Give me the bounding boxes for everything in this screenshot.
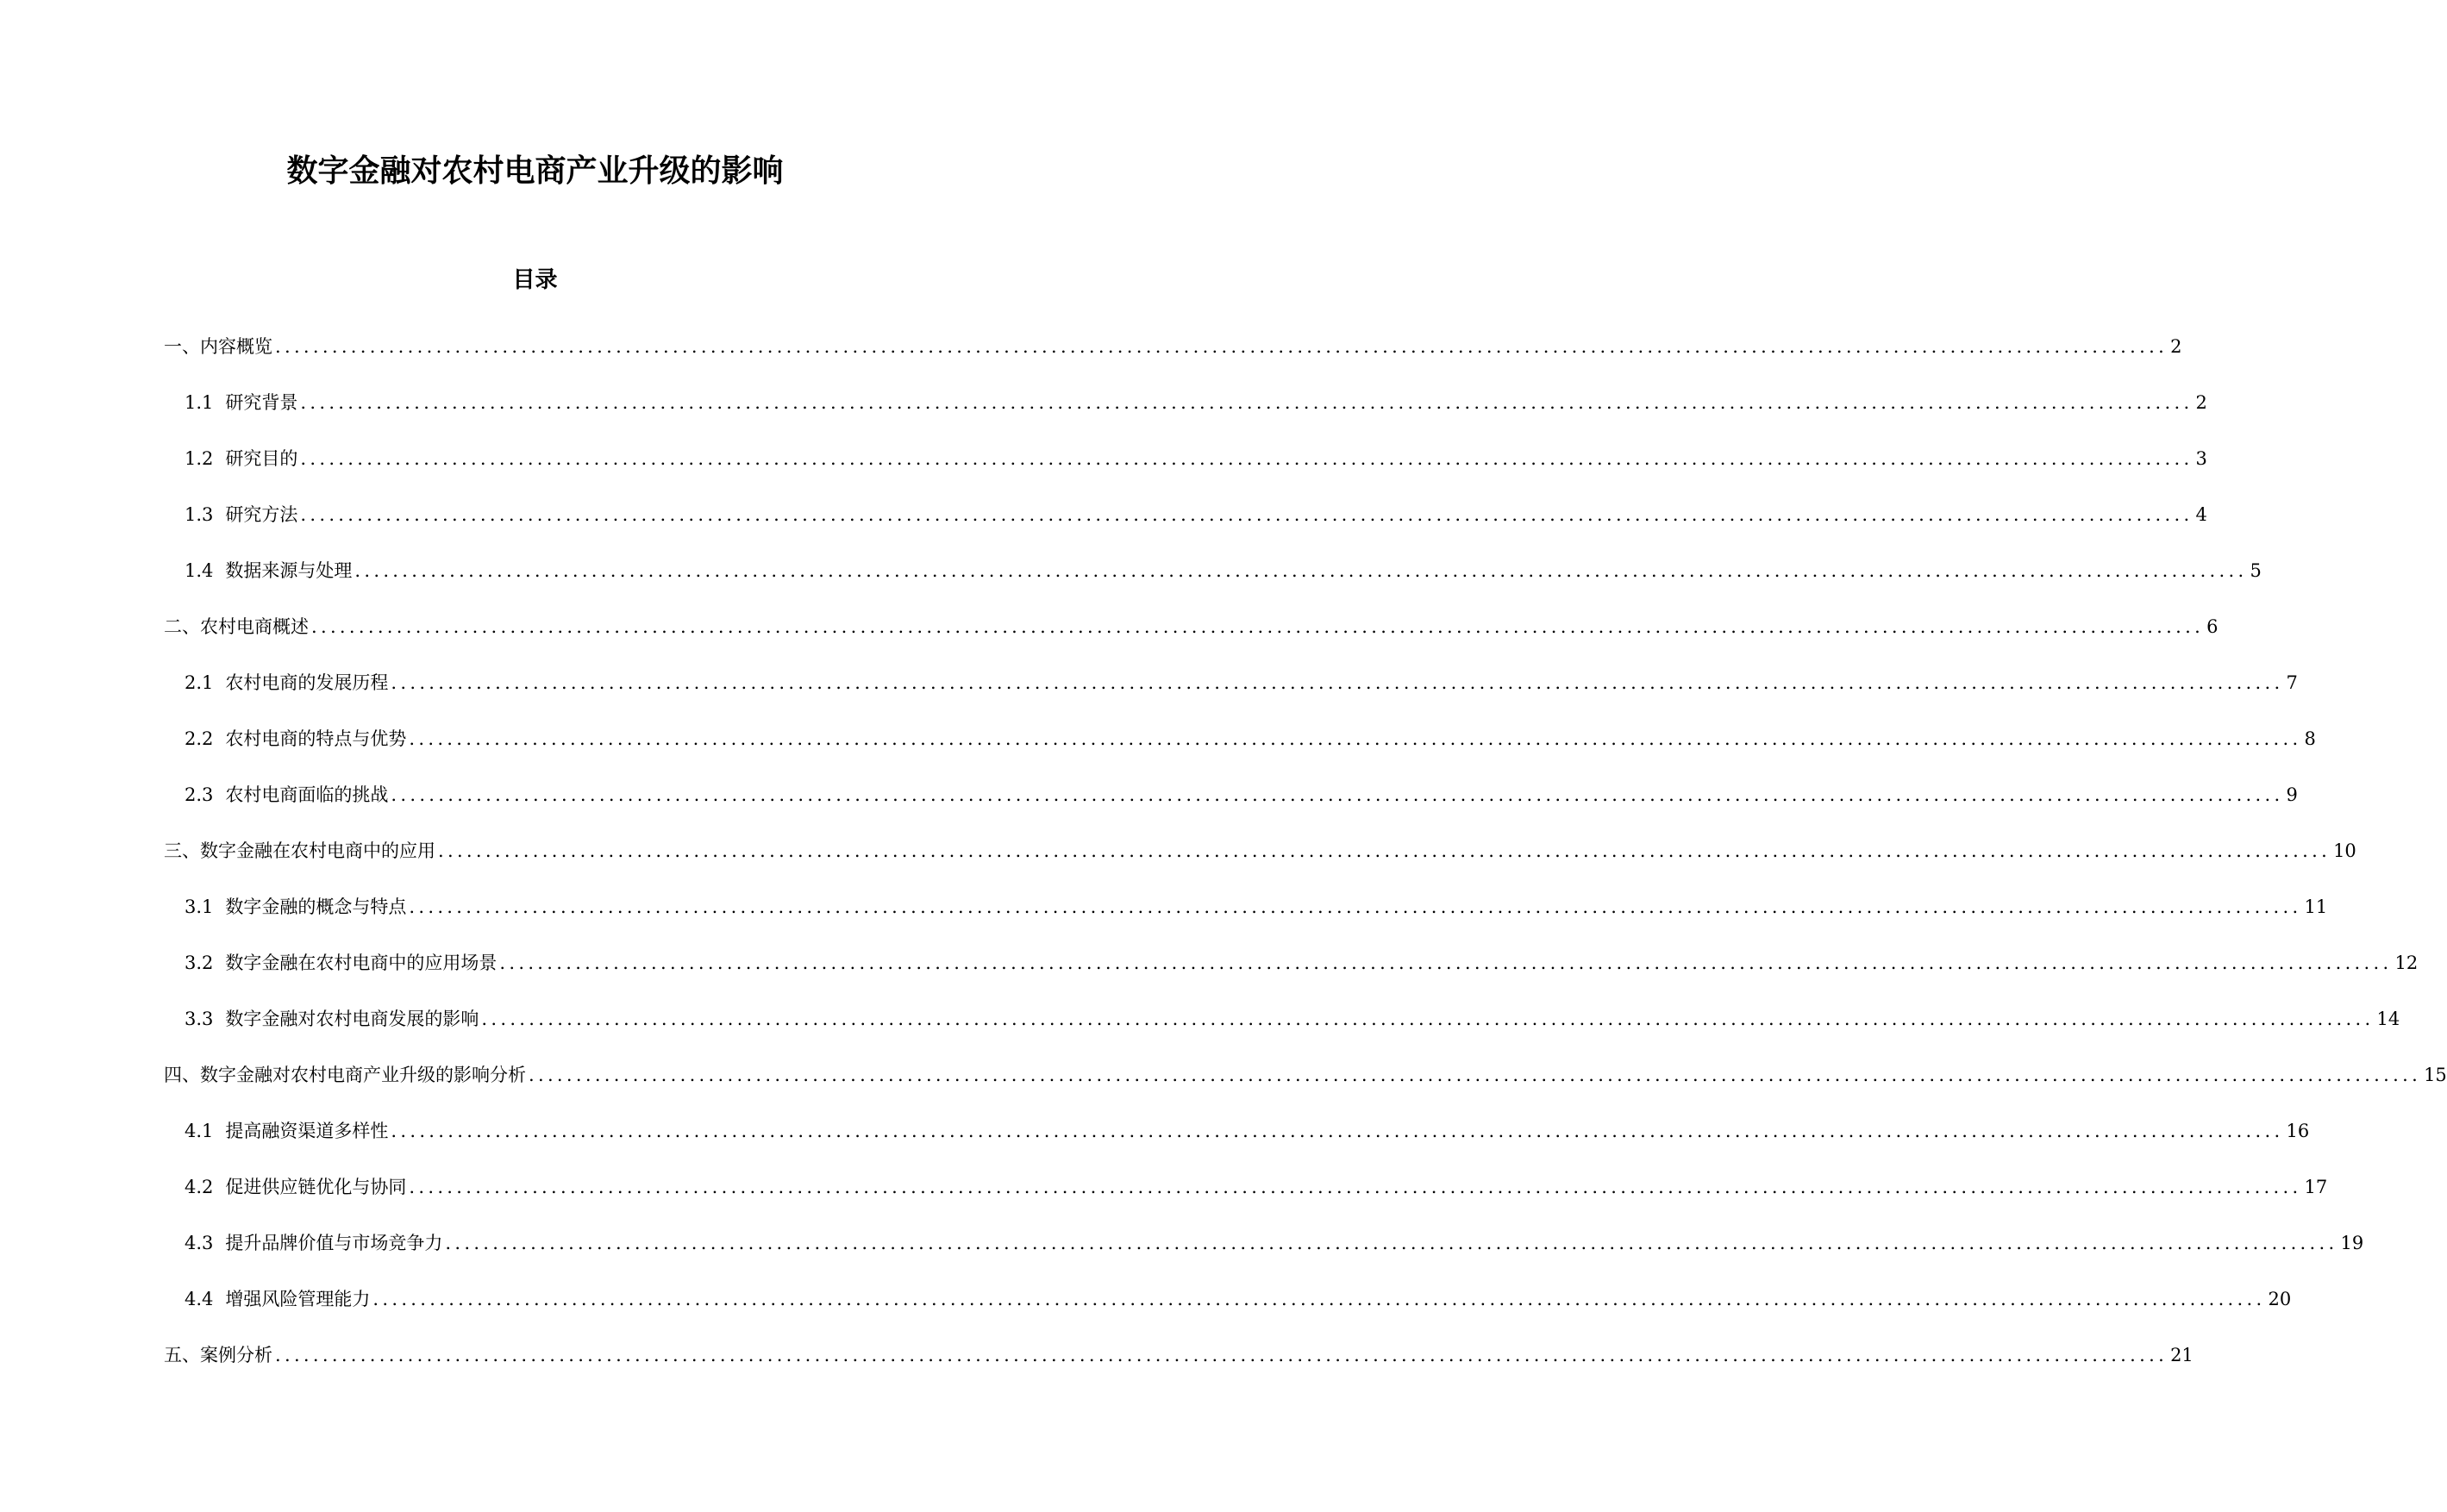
toc-entry[interactable]	[164, 388, 2207, 444]
toc-entry[interactable]	[164, 1284, 2292, 1340]
toc-entry-text: 提高融资渠道多样性	[225, 1121, 389, 1141]
toc-entry[interactable]	[164, 668, 2298, 724]
toc-entry[interactable]	[164, 612, 2219, 668]
toc-entry-title	[185, 892, 406, 922]
toc-page-number: 14	[2376, 1009, 2400, 1029]
toc-dot-leader: ........................................................................................................................................................................................................	[445, 1233, 2338, 1253]
toc-entry-text: 提升品牌价值与市场竞争力	[225, 1233, 443, 1253]
toc-entry-number: 3.2	[185, 953, 214, 973]
toc-entry-title	[185, 780, 388, 809]
toc-page-number: 10	[2333, 840, 2356, 861]
toc-entry-title	[185, 1116, 388, 1146]
toc-page-number: 15	[2424, 1065, 2447, 1085]
toc-entry[interactable]	[164, 836, 2356, 892]
toc-entry-number: 1.4	[185, 560, 214, 581]
toc-entry[interactable]	[164, 1172, 2328, 1228]
toc-entry-title	[185, 724, 406, 753]
toc-entry-title	[164, 836, 435, 865]
toc-dot-leader: ........................................................................................................................................................................................................	[409, 1177, 2302, 1197]
toc-dot-leader: ........................................................................................................................................................................................................	[529, 1065, 2422, 1085]
toc-entry-title	[164, 1340, 272, 1370]
toc-entry-text: 一、内容概览	[164, 336, 272, 357]
toc-dot-leader: ........................................................................................................................................................................................................	[354, 560, 2248, 581]
toc-page-number: 5	[2250, 560, 2262, 581]
toc-entry-text: 四、数字金融对农村电商产业升级的影响分析	[164, 1065, 526, 1085]
toc-entry[interactable]	[164, 780, 2298, 836]
toc-entry-number: 1.3	[185, 504, 214, 525]
toc-entry[interactable]	[164, 1004, 2400, 1060]
toc-entry-title	[185, 444, 297, 473]
toc-dot-leader: ........................................................................................................................................................................................................	[391, 1121, 2284, 1141]
toc-entry-text: 农村电商的特点与优势	[225, 728, 407, 749]
toc-entry-number: 3.3	[185, 1009, 214, 1029]
toc-entry-text: 研究背景	[225, 392, 298, 413]
toc-dot-leader: ........................................................................................................................................................................................................	[275, 336, 2169, 357]
toc-entry-title	[185, 556, 352, 585]
toc-page-number: 2	[2195, 392, 2207, 413]
toc-dot-leader: ........................................................................................................................................................................................................	[372, 1289, 2266, 1309]
toc-entry-text: 促进供应链优化与协同	[225, 1177, 407, 1197]
toc-entry-title	[185, 1172, 406, 1202]
toc-entry-number: 4.4	[185, 1289, 214, 1309]
toc-dot-leader: ........................................................................................................................................................................................................	[409, 728, 2302, 749]
toc-dot-leader: ........................................................................................................................................................................................................	[300, 504, 2194, 525]
toc-entry[interactable]	[164, 444, 2207, 500]
toc-dot-leader: ........................................................................................................................................................................................................	[391, 672, 2284, 693]
toc-entry-title	[185, 500, 297, 529]
toc-page-number: 9	[2286, 784, 2298, 805]
toc-page-number: 3	[2195, 448, 2207, 469]
toc-dot-leader: ........................................................................................................................................................................................................	[300, 448, 2194, 469]
toc-dot-leader: ........................................................................................................................................................................................................	[275, 1345, 2169, 1365]
toc-entry-title	[185, 1004, 479, 1034]
toc-page-number: 11	[2304, 897, 2328, 917]
toc-entry[interactable]	[164, 1116, 2310, 1172]
toc-entry-title	[185, 668, 388, 697]
toc-entry-title	[164, 332, 272, 361]
toc-entry-number: 1.2	[185, 448, 214, 469]
toc-dot-leader: ........................................................................................................................................................................................................	[391, 784, 2284, 805]
toc-entry-title	[185, 948, 497, 978]
toc-dot-leader: ........................................................................................................................................................................................................	[499, 953, 2393, 973]
toc-page-number: 8	[2304, 728, 2316, 749]
toc-dot-leader: ........................................................................................................................................................................................................	[481, 1009, 2375, 1029]
toc-dot-leader: ........................................................................................................................................................................................................	[438, 840, 2331, 861]
toc-entry-title	[185, 1228, 442, 1258]
toc-entry[interactable]	[164, 892, 2328, 948]
toc-entry[interactable]	[164, 724, 2316, 780]
toc-entry-number: 1.1	[185, 392, 214, 413]
toc-page-number: 17	[2304, 1177, 2328, 1197]
toc-entry-number: 2.1	[185, 672, 214, 693]
toc-page-number: 21	[2170, 1345, 2194, 1365]
toc-page-number: 4	[2195, 504, 2207, 525]
toc-entry-number: 4.2	[185, 1177, 214, 1197]
toc-entry[interactable]	[164, 948, 2419, 1004]
toc-entry-text: 研究目的	[225, 448, 298, 469]
toc-entry[interactable]	[164, 1340, 2194, 1396]
toc-entry-title	[185, 1284, 370, 1314]
toc-dot-leader: ........................................................................................................................................................................................................	[409, 897, 2302, 917]
toc-entry-number: 4.1	[185, 1121, 214, 1141]
toc-entry-number: 3.1	[185, 897, 214, 917]
toc-entry-text: 研究方法	[225, 504, 298, 525]
toc-entry-title	[164, 612, 309, 641]
toc-entry-text: 三、数字金融在农村电商中的应用	[164, 840, 435, 861]
toc-entry-text: 五、案例分析	[164, 1345, 272, 1365]
toc-entry-text: 农村电商面临的挑战	[225, 784, 389, 805]
toc-page-number: 12	[2394, 953, 2419, 973]
toc-page-number: 20	[2268, 1289, 2292, 1309]
toc-entry-title	[164, 1060, 526, 1090]
toc-entry-text: 增强风险管理能力	[225, 1289, 371, 1309]
toc-entry-number: 2.2	[185, 728, 214, 749]
toc-entry-number: 4.3	[185, 1233, 214, 1253]
toc-dot-leader: ........................................................................................................................................................................................................	[311, 616, 2205, 637]
table-of-contents	[164, 332, 2447, 1396]
toc-entry-text: 数字金融的概念与特点	[225, 897, 407, 917]
toc-heading: 目录	[512, 266, 558, 293]
toc-page-number: 19	[2340, 1233, 2364, 1253]
toc-entry-number: 2.3	[185, 784, 214, 805]
toc-page-number: 2	[2170, 336, 2182, 357]
toc-entry[interactable]	[164, 500, 2207, 556]
toc-entry[interactable]	[164, 1228, 2364, 1284]
toc-entry-text: 数字金融在农村电商中的应用场景	[225, 953, 498, 973]
toc-entry[interactable]	[164, 332, 2182, 388]
toc-entry-text: 农村电商的发展历程	[225, 672, 389, 693]
toc-page-number: 7	[2286, 672, 2298, 693]
toc-page-number: 16	[2286, 1121, 2310, 1141]
toc-entry[interactable]	[164, 556, 2262, 612]
toc-entry[interactable]	[164, 1060, 2447, 1116]
toc-entry-text: 数字金融对农村电商发展的影响	[225, 1009, 479, 1029]
toc-entry-title	[185, 388, 297, 417]
toc-page-number: 6	[2206, 616, 2219, 637]
document-title: 数字金融对农村电商产业升级的影响	[286, 153, 784, 190]
toc-entry-text: 二、农村电商概述	[164, 616, 309, 637]
toc-dot-leader: ........................................................................................................................................................................................................	[300, 392, 2194, 413]
toc-entry-text: 数据来源与处理	[225, 560, 353, 581]
